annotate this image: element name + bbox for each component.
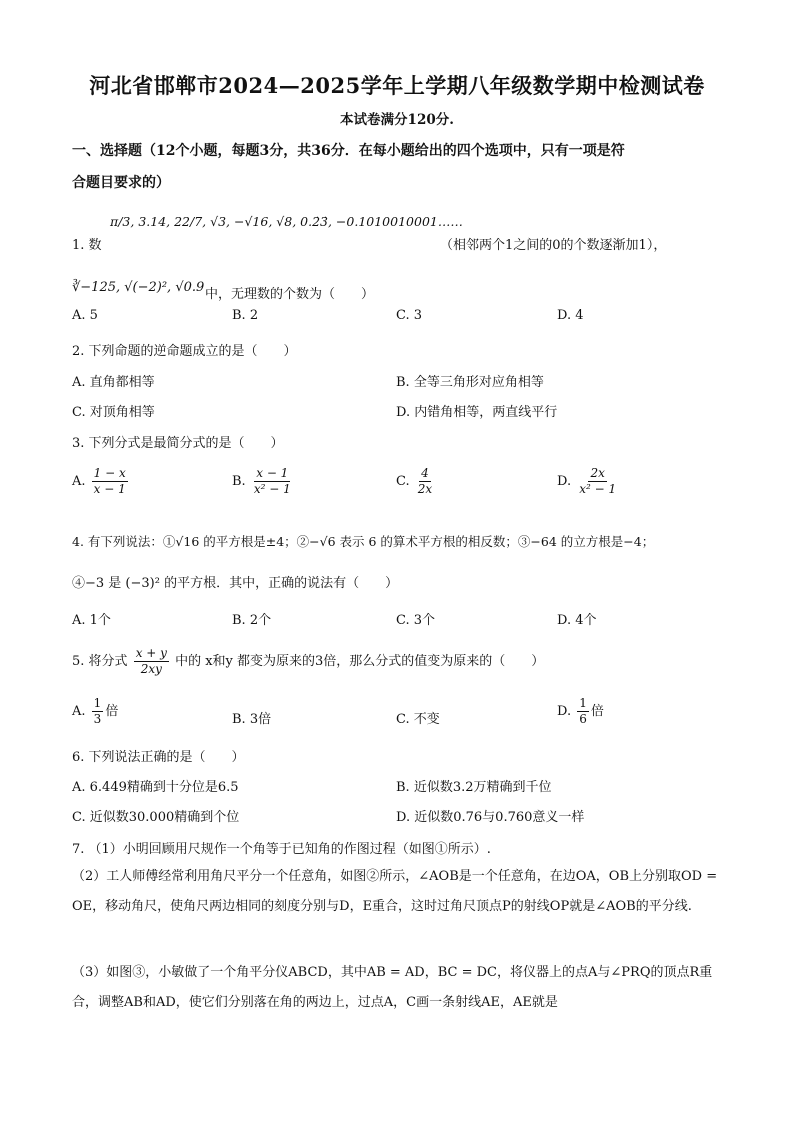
q7-paragraph-3: （3）如图③，小敏做了一个角平分仪ABCD，其中AB = AD，BC = DC，将仪器上的点A与∠PRQ的顶点R重合，调整AB和AD，使它们分别落在角的两边上，过点A，C画一条射线AE，AE就是 bbox=[72, 965, 713, 1010]
q1-expression: π/3, 3.14, 22/7, √3, −√16, √8, 0.2̇3̇, −0.1010010001…… bbox=[110, 214, 463, 229]
q6-stem: 6. 下列说法正确的是（ ） bbox=[72, 750, 245, 765]
q3-option-d: D. $\frac{2x}{\text{x² − 1}}$ bbox=[557, 466, 617, 496]
q1-option-c: C. 3 bbox=[396, 308, 423, 323]
q4-line1: 4. 有下列说法：①√16 的平方根是±4；②−√6 表示 6 的算术平方根的相反数；③−64 的立方根是−4； bbox=[72, 534, 655, 549]
q3-stem: 3. 下列分式是最简分式的是（ ） bbox=[72, 436, 284, 451]
q2-stem: 2. 下列命题的逆命题成立的是（ ） bbox=[72, 344, 297, 359]
section-heading-cont: 合题目要求的） bbox=[72, 175, 170, 191]
q6-option-b: B. 近似数3.2万精确到千位 bbox=[396, 780, 552, 795]
q4-option-d: D. 4个 bbox=[557, 613, 597, 628]
q1-tail: 中，无理数的个数为（ ） bbox=[205, 287, 375, 302]
score-note: 本试卷满分120分. bbox=[340, 112, 454, 128]
q2-option-d: D. 内错角相等，两直线平行 bbox=[396, 405, 558, 420]
q4-option-a: A. 1个 bbox=[72, 613, 111, 628]
q4-option-c: C. 3个 bbox=[396, 613, 436, 628]
q1-option-d: D. 4 bbox=[557, 308, 584, 323]
q5-stem: 5. 将分式 $\frac{x + y}{2xy}$ 中的 x和y 都变为原来的3倍，那么分式的值变为原来的（ ） bbox=[72, 646, 545, 676]
q5-option-b: B. 3倍 bbox=[232, 712, 272, 727]
q1-number: 1. 数 bbox=[72, 238, 102, 253]
q4-line2: ④−3 是 (−3)² 的平方根．其中，正确的说法有（ ） bbox=[72, 576, 399, 591]
q5-option-d: D. $\frac{1}{6}$ 倍 bbox=[557, 696, 604, 726]
page-title: 河北省邯郸市2024—2025学年上学期八年级数学期中检测试卷 bbox=[89, 73, 705, 98]
q1-option-a: A. 5 bbox=[72, 308, 98, 323]
q3-option-b: B. $\frac{x - 1}{\text{x² − 1}}$ bbox=[232, 466, 291, 496]
q3-option-a: A. $\frac{1 - x}{x - 1}$ bbox=[72, 466, 126, 496]
q7-line1: 7. （1）小明回顾用尺规作一个角等于已知角的作图过程（如图①所示）. bbox=[72, 842, 491, 857]
q2-option-b: B. 全等三角形对应角相等 bbox=[396, 375, 544, 390]
q3-option-c: C. $\frac{4}{2x}$ bbox=[396, 466, 433, 496]
q1-expression-2: ∛−125, √(−2)², √0.9 bbox=[72, 280, 205, 295]
q7-paragraph-2: （2）工人师傅经常利用角尺平分一个任意角，如图②所示，∠AOB是一个任意角，在边OA，OB上分别取OD = OE，移动角尺，使角尺两边相同的刻度分别与D，E重合，这时过角尺顶点P的射线OP就是∠AOB的平分线. bbox=[72, 869, 718, 914]
q5-option-c: C. 不变 bbox=[396, 712, 440, 727]
q2-option-c: C. 对顶角相等 bbox=[72, 405, 155, 420]
q6-option-c: C. 近似数30.000精确到个位 bbox=[72, 810, 240, 825]
q2-option-a: A. 直角都相等 bbox=[72, 375, 155, 390]
q6-option-a: A. 6.449精确到十分位是6.5 bbox=[72, 780, 239, 795]
q4-option-b: B. 2个 bbox=[232, 613, 272, 628]
section-heading: 一、选择题（12个小题，每题3分，共36分．在每小题给出的四个选项中，只有一项是符 bbox=[72, 143, 625, 159]
q1-note: （相邻两个1之间的0的个数逐渐加1）， bbox=[440, 238, 667, 253]
q1-option-b: B. 2 bbox=[232, 308, 259, 323]
q5-option-a: A. $\frac{1}{3}$ 倍 bbox=[72, 696, 119, 726]
q6-option-d: D. 近似数0.76与0.760意义一样 bbox=[396, 810, 585, 825]
